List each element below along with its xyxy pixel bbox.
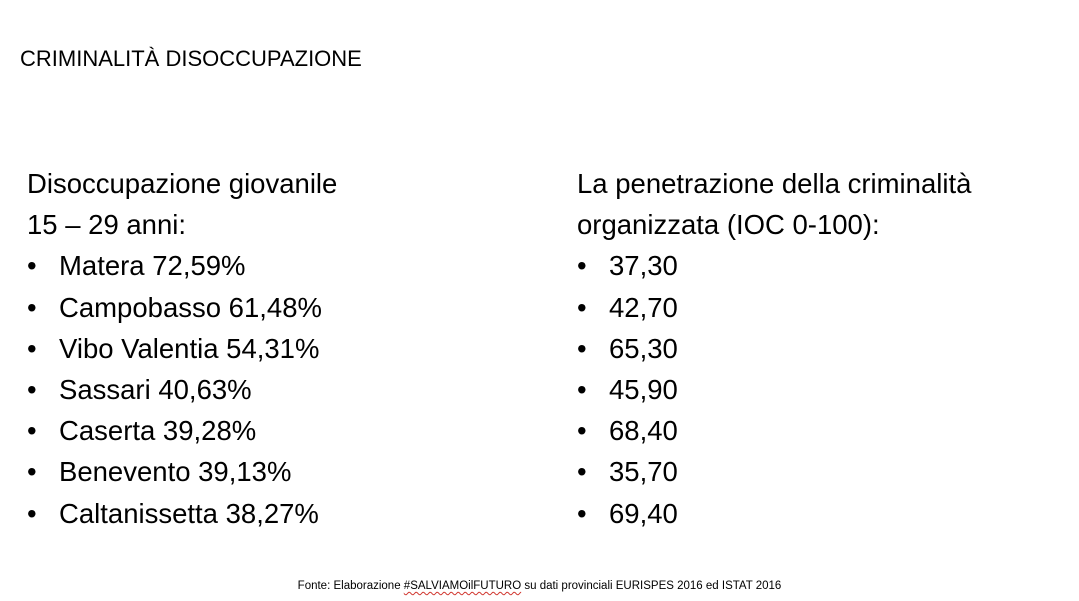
crime-heading-line2: organizzata (IOC 0-100): [577, 209, 880, 241]
bullet-icon: • [577, 332, 587, 364]
list-item [27, 328, 337, 369]
crime-column [577, 163, 971, 534]
bullet-icon: • [27, 332, 37, 364]
bullet-icon: • [577, 456, 587, 488]
unemployment-item: Campobasso 61,48% [59, 291, 322, 323]
source-prefix: Fonte: Elaborazione [297, 580, 404, 592]
bullet-icon: • [577, 250, 587, 282]
unemployment-item: Caserta 39,28% [59, 415, 257, 447]
list-item [577, 451, 971, 492]
bullet-icon: • [27, 291, 37, 323]
bullet-icon: • [27, 497, 37, 529]
bullet-icon: • [577, 497, 587, 529]
crime-item: 69,40 [609, 497, 678, 529]
list-item [27, 287, 337, 328]
list-item [27, 451, 337, 492]
crime-item: 35,70 [609, 456, 678, 488]
bullet-icon: • [577, 374, 587, 406]
bullet-icon: • [27, 415, 37, 447]
slide-title: CRIMINALITÀ DISOCCUPAZIONE [20, 46, 362, 71]
crime-item: 65,30 [609, 332, 678, 364]
bullet-icon: • [577, 291, 587, 323]
list-item [27, 369, 337, 410]
unemployment-item: Vibo Valentia 54,31% [59, 332, 320, 364]
bullet-icon: • [577, 415, 587, 447]
list-item [577, 328, 971, 369]
crime-item: 45,90 [609, 374, 678, 406]
unemployment-item: Matera 72,59% [59, 250, 246, 282]
unemployment-column [27, 163, 337, 534]
unemployment-item: Benevento 39,13% [59, 456, 292, 488]
list-item [577, 410, 971, 451]
list-item [577, 245, 971, 286]
source-suffix: su dati provinciali EURISPES 2016 ed ISTAT 2016 [521, 580, 782, 592]
list-item [27, 493, 337, 534]
crime-item: 68,40 [609, 415, 678, 447]
list-item [577, 287, 971, 328]
unemployment-item: Sassari 40,63% [59, 374, 252, 406]
list-item [27, 410, 337, 451]
source-hashtag: #SALVIAMOilFUTURO [403, 580, 522, 592]
bullet-icon: • [27, 374, 37, 406]
unemployment-item: Caltanissetta 38,27% [59, 497, 319, 529]
list-item [27, 245, 337, 286]
list-item [577, 369, 971, 410]
unemployment-list [27, 245, 337, 533]
unemployment-heading-line2: 15 – 29 anni: [27, 209, 187, 241]
crime-item: 37,30 [609, 250, 678, 282]
crime-heading-line1: La penetrazione della criminalità [577, 168, 972, 199]
crime-list [577, 245, 971, 533]
list-item [577, 493, 971, 534]
source-note [0, 578, 1079, 594]
bullet-icon: • [27, 456, 37, 488]
unemployment-heading-line1: Disoccupazione giovanile [27, 168, 338, 199]
bullet-icon: • [27, 250, 37, 282]
crime-item: 42,70 [609, 291, 678, 323]
